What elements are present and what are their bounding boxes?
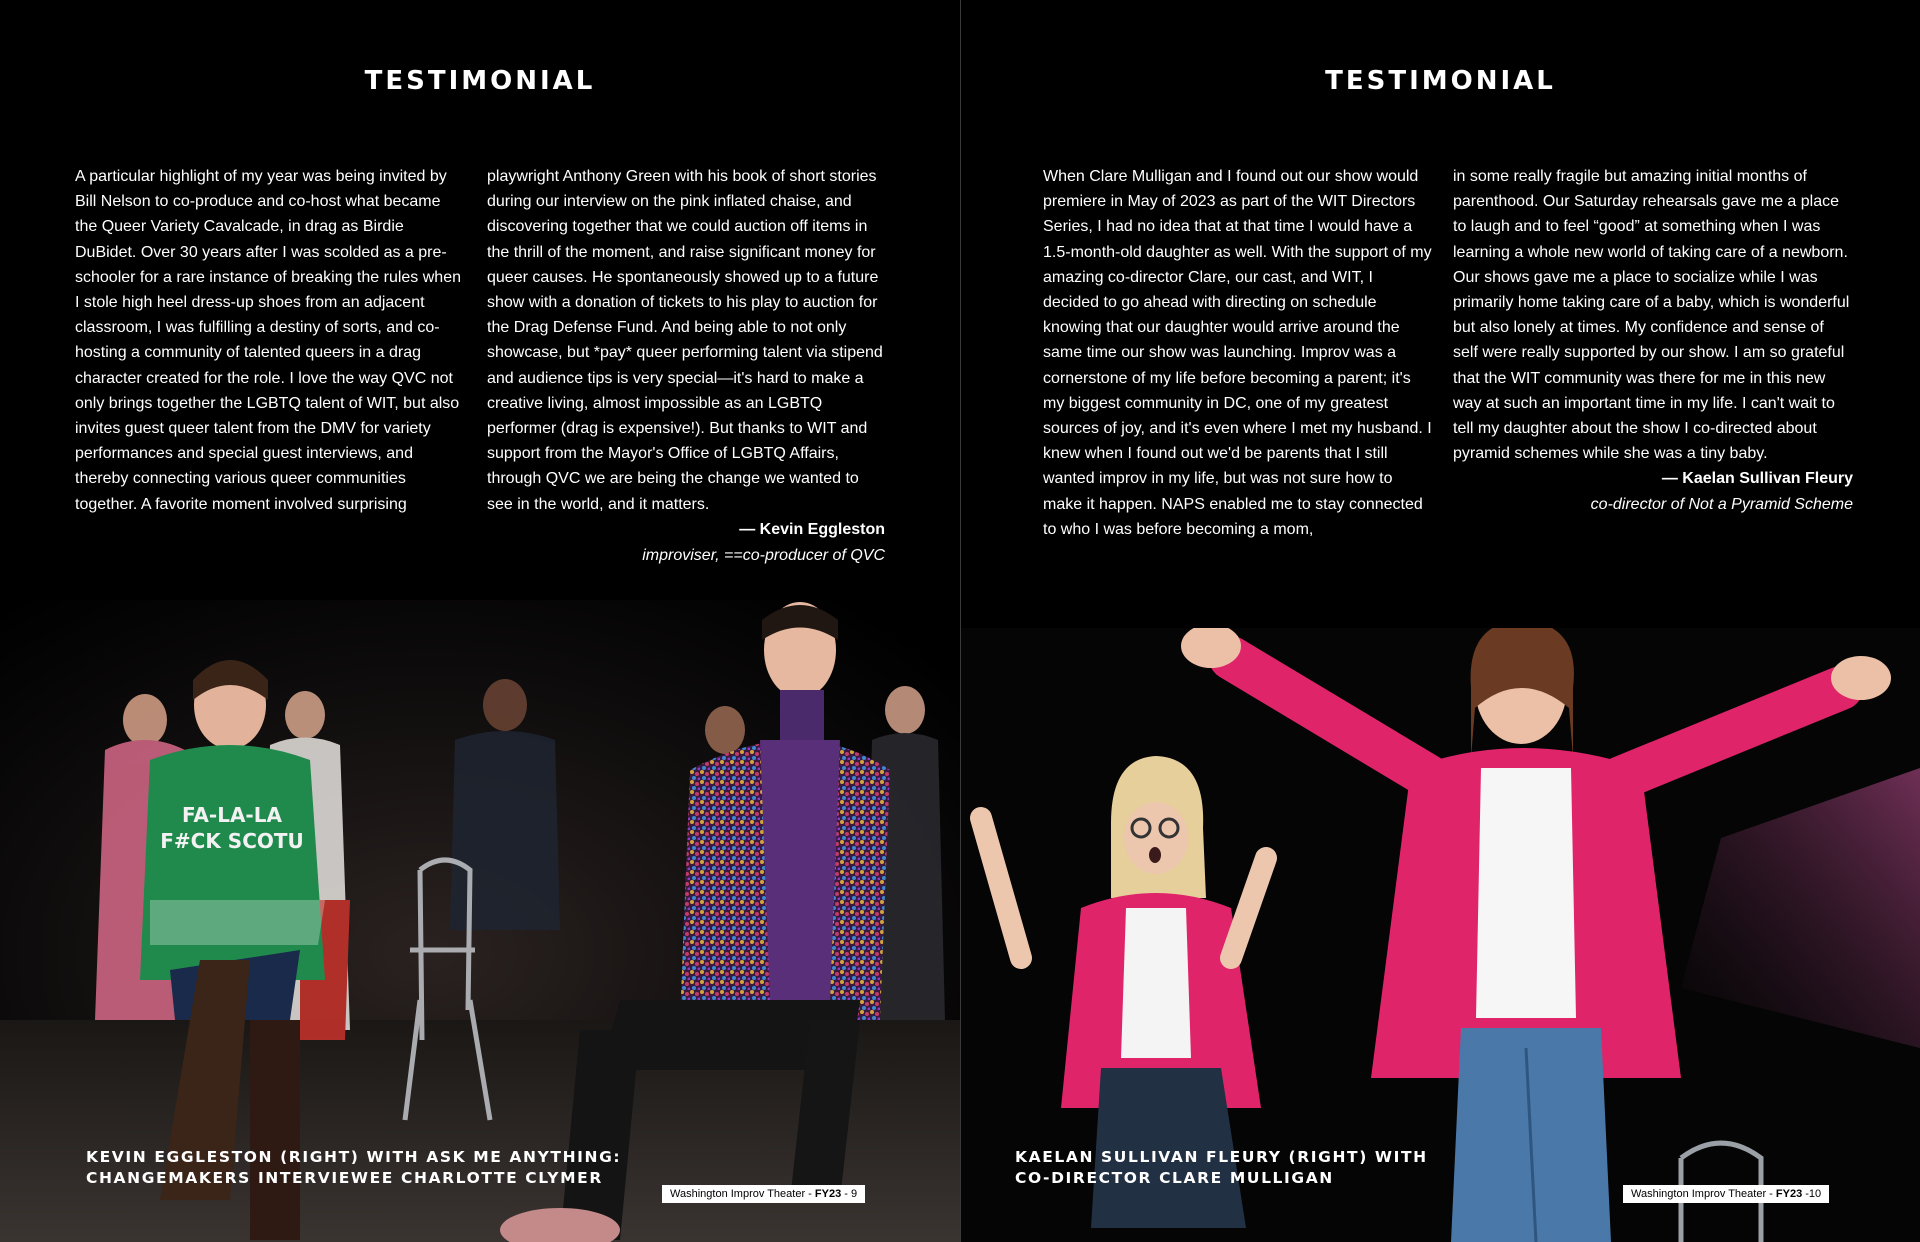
footer-org: Washington Improv Theater - <box>670 1188 815 1200</box>
page-heading: TESTIMONIAL <box>1325 66 1556 96</box>
attribution-role <box>1453 492 1853 518</box>
testimonial-column-1: When Clare Mulligan and I found out our show would premiere in May of 2023 as part of the WIT Directors Series, I had no idea that at that time I would have a 1.5-month-old daughter as well. With the support of my amazing co-director Clare, our cast, and WIT, I decided to go ahead with directing on schedule knowing that our daughter would arrive around the same time our show was launching. Improv was a cornerstone of my life before becoming a parent; it's my biggest community in DC, one of my greatest sources of joy, and it's even where I met my husband. I knew when I found out we'd be parents that I still wanted improv in my life, but was not sure how to make it happen. NAPS enabled me to stay connected to who I was before becoming a mom, <box>1043 168 1432 538</box>
testimonial-column-2-wrap <box>487 164 885 569</box>
caption-line-1: KAELAN SULLIVAN FLEURY (RIGHT) WITH <box>1015 1148 1428 1166</box>
photo-caption <box>86 1147 621 1189</box>
testimonial-column-2-wrap <box>1453 164 1853 518</box>
right-page <box>961 0 1920 1242</box>
attribution-role: improviser, ==co-producer of QVC <box>642 546 885 564</box>
caption-line-2: CO-DIRECTOR CLARE MULLIGAN <box>1015 1169 1334 1187</box>
page-heading: TESTIMONIAL <box>364 66 596 96</box>
testimonial-column-2: in some really fragile but amazing initial months of parenthood. Our Saturday rehearsals gave me a place to laugh and to feel “good” at something when I was learning a whole new world of taking care of a newborn. Our shows gave me a place to socialize while I was primarily home taking care of a baby, which is wonderful but also lonely at times. My confidence and sense of self were really supported by our show. I am so grateful that the WIT community was there for me in this new way at such an important time in my life. I can't wait to tell my daughter about the show I co-directed about pyramid schemes while she was a tiny baby. <box>1453 168 1850 463</box>
attribution-name: — Kaelan Sullivan Fleury <box>1661 470 1853 488</box>
attribution-role-show: Not a Pyramid Scheme <box>1688 496 1853 514</box>
testimonial-column-2: playwright Anthony Green with his book of short stories during our interview on the pink inflated chaise, and discovering together that we could auction off items in the thrill of the moment, and raise significant money for queer causes. He spontaneously showed up to a future show with a donation of tickets to his play to auction for the Drag Defense Fund. And being able to not only showcase, but *pay* queer performing talent via stipend and audience tips is very special—it's hard to make a creative living, almost impossible as an LGBTQ performer (drag is expensive!). But thanks to WIT and support from the Mayor's Office of LGBTQ Affairs, through QVC we are being the change we wanted to see in the world, and it matters. <box>487 168 883 513</box>
footer-org: Washington Improv Theater - <box>1631 1188 1776 1200</box>
testimonial-column-1: A particular highlight of my year was being invited by Bill Nelson to co-produce and co-host what became the Queer Variety Cavalcade, in drag as Birdie DuBidet. Over 30 years after I was scolded as a pre-schooler for a rare instance of breaking the rules when I stole high heel dress-up shoes from an adjacent classroom, I was fulfilling a destiny of sorts, and co-hosting a community of talented queers in a drag character created for the role. I love the way QVC not only brings together the LGBTQ talent of WIT, but also invites guest queer talent from the DMV for variety performances and special guest interviews, and thereby connecting various queer communities together. A favorite moment involved surprising <box>75 168 461 513</box>
page-footer <box>1623 1185 1829 1203</box>
footer-page-number: - 9 <box>841 1188 858 1200</box>
caption-line-2: CHANGEMAKERS INTERVIEWEE CHARLOTTE CLYMER <box>86 1169 603 1187</box>
stage-photo-left <box>0 600 960 1242</box>
sweater-text-1: FA-LA-LA <box>182 803 282 827</box>
attribution-name: — Kevin Eggleston <box>739 520 885 538</box>
attribution-role-prefix: co-director of <box>1590 496 1689 514</box>
footer-page-number: -10 <box>1802 1188 1822 1200</box>
footer-year: FY23 <box>1775 1188 1803 1200</box>
footer-year: FY23 <box>814 1188 842 1200</box>
sweater-text-2: F#CK SCOTU <box>160 829 304 853</box>
stage-photo-left-art <box>0 600 960 1242</box>
photo-caption <box>1015 1147 1428 1189</box>
attribution <box>487 517 885 569</box>
caption-line-1: KEVIN EGGLESTON (RIGHT) WITH ASK ME ANYTHING: <box>86 1148 622 1166</box>
attribution <box>1453 466 1853 518</box>
page-footer <box>662 1185 865 1203</box>
